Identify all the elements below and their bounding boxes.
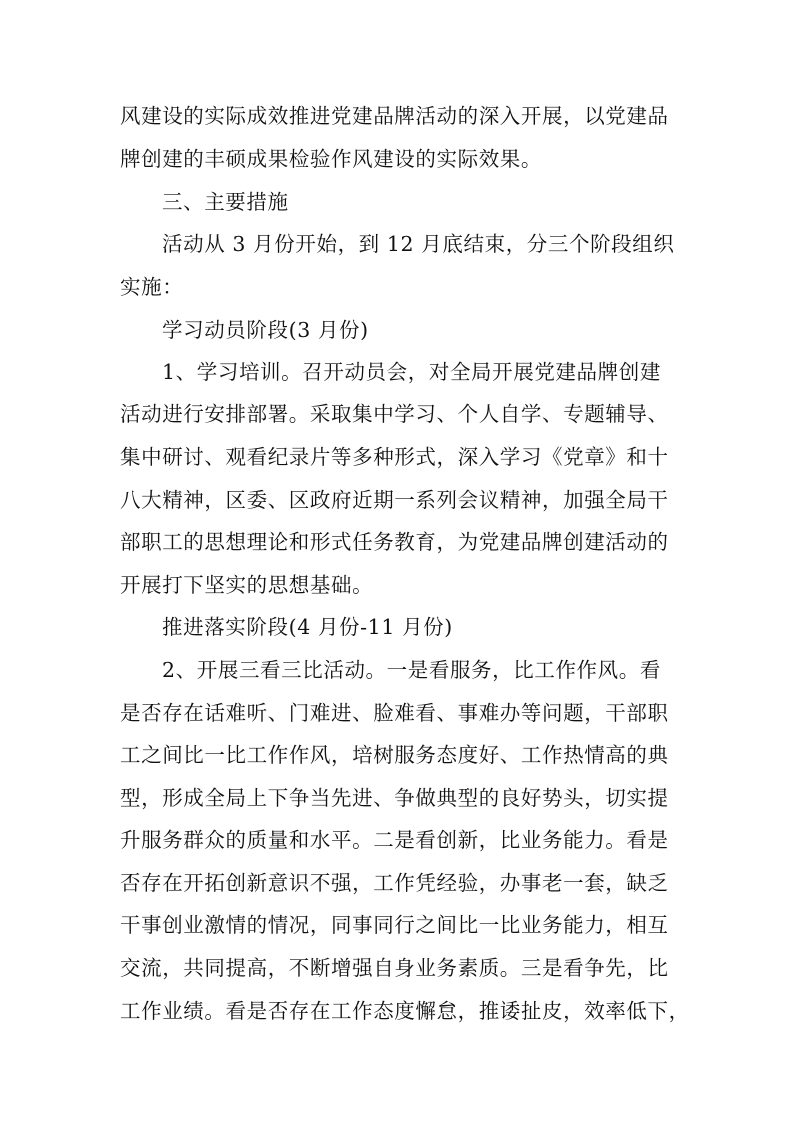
- paragraph-line: 交流，共同提高，不断增强自身业务素质。三是看争先，比: [120, 956, 669, 980]
- paragraph-line: 活动进行安排部署。采取集中学习、个人自学、专题辅导、: [120, 402, 669, 426]
- paragraph-line: 活动从 3 月份开始，到 12 月底结束，分三个阶段组织: [162, 232, 675, 256]
- paragraph-line: 否存在开拓创新意识不强，工作凭经验，办事老一套，缺乏: [120, 871, 669, 895]
- paragraph-line: 实施：: [120, 275, 184, 299]
- paragraph-line: 八大精神，区委、区政府近期一系列会议精神，加强全局干: [120, 488, 669, 512]
- paragraph-line: 工作业绩。看是否存在工作态度懈怠，推诿扯皮，效率低下，: [120, 999, 690, 1023]
- paragraph-line: 是否存在话难听、门难进、脸难看、事难办等问题，干部职: [120, 701, 669, 725]
- paragraph-line: 升服务群众的质量和水平。二是看创新，比业务能力。看是: [120, 828, 669, 852]
- paragraph-line: 牌创建的丰硕成果检验作风建设的实际效果。: [120, 147, 542, 171]
- paragraph-line: 干事创业激情的情况，同事同行之间比一比业务能力，相互: [120, 913, 669, 937]
- paragraph-line: 2、开展三看三比活动。一是看服务，比工作作风。看: [162, 658, 661, 682]
- paragraph-line: 1、学习培训。召开动员会，对全局开展党建品牌创建: [162, 360, 661, 384]
- stage-heading: 学习动员阶段(3 月份): [162, 318, 369, 342]
- section-heading: 三、主要措施: [162, 190, 289, 214]
- paragraph-line: 集中研讨、观看纪录片等多种形式，深入学习《党章》和十: [120, 445, 669, 469]
- paragraph-line: 型，形成全局上下争当先进、争做典型的良好势头，切实提: [120, 786, 669, 810]
- paragraph-line: 开展打下坚实的思想基础。: [120, 573, 374, 597]
- paragraph-line: 部职工的思想理论和形式任务教育，为党建品牌创建活动的: [120, 530, 669, 554]
- paragraph-line: 工之间比一比工作作风，培树服务态度好、工作热情高的典: [120, 743, 669, 767]
- paragraph-line: 风建设的实际成效推进党建品牌活动的深入开展，以党建品: [120, 104, 669, 128]
- stage-heading: 推进落实阶段(4 月份-11 月份): [162, 615, 453, 639]
